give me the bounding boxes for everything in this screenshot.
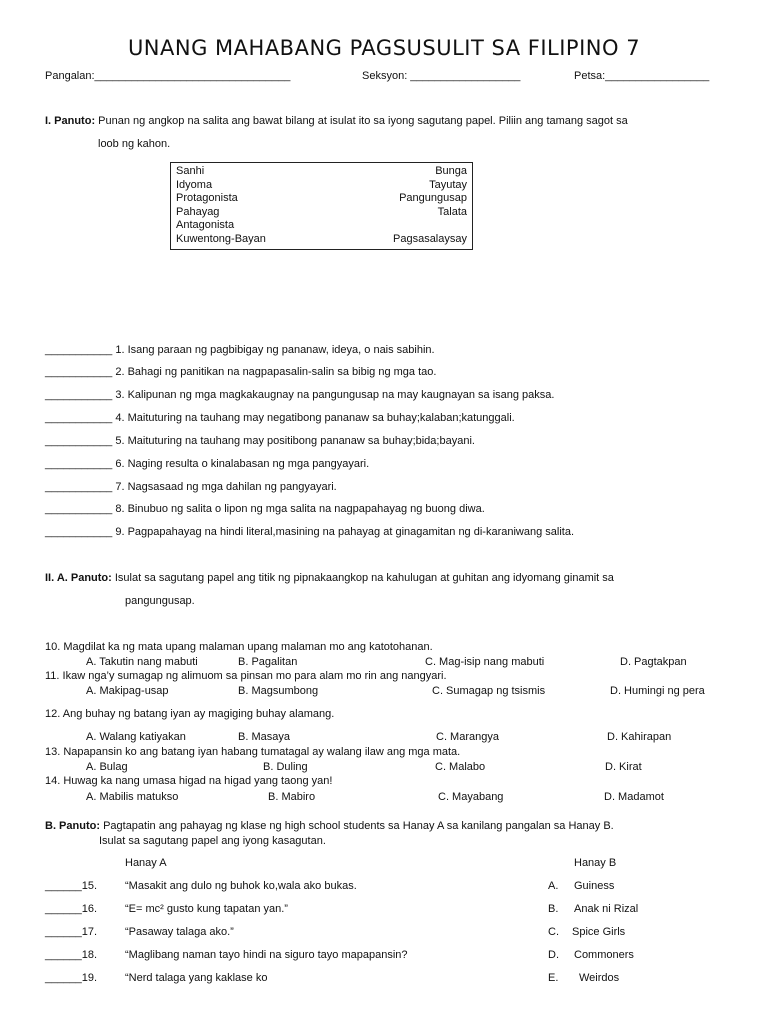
partb-instruction-cont: Isulat sa sagutang papel ang iyong kasagutan. <box>99 835 326 847</box>
answer-blank: ___________ <box>45 435 113 447</box>
word-bank-item: Idyoma <box>176 178 213 191</box>
question-12: 12. Ang buhay ng batang iyan ay magiging buhay alamang. <box>45 708 335 720</box>
word-bank-item: Pahayag <box>176 205 220 218</box>
part1-item <box>45 526 574 538</box>
matching-answer: Weirdos <box>579 972 620 984</box>
matching-item-number: ______18. <box>45 949 97 961</box>
exam-title: UNANG MAHABANG PAGSUSULIT SA FILIPINO 7 <box>127 36 641 60</box>
choice-14-a: A. Mabilis matukso <box>86 791 179 803</box>
part1-item <box>45 458 369 470</box>
matching-letter: D. <box>548 949 559 961</box>
matching-item-text: “Pasaway talaga ako.” <box>125 926 234 938</box>
part1-item <box>45 389 554 401</box>
part1-label: I. Panuto: <box>45 115 96 127</box>
part1-instruction-cont: loob ng kahon. <box>98 138 171 150</box>
petsa-field: Petsa:_________________ <box>574 70 710 82</box>
word-bank-item <box>393 219 467 233</box>
matching-item-text: “Nerd talaga yang kaklase ko <box>125 972 268 984</box>
part2a-instruction-text: Isulat sa sagutang papel ang titik ng pipnakaangkop na kahulugan at guhitan ang idyomang ginamit sa <box>114 572 614 584</box>
choice-10-c: C. Mag-isip nang mabuti <box>425 656 545 668</box>
item-text: 2. Bahagi ng panitikan na nagpapasalin-salin sa bibig ng mga tao. <box>115 366 437 378</box>
answer-blank: ___________ <box>45 481 113 493</box>
matching-item-text: “E= mc² gusto kung tapatan yan.” <box>125 903 288 915</box>
matching-item-number: ______19. <box>45 972 97 984</box>
choice-11-a: A. Makipag-usap <box>86 685 169 697</box>
choice-11-d: D. Humingi ng pera <box>610 685 705 697</box>
part1-instruction-text: Punan ng angkop na salita ang bawat bilang at isulat ito sa iyong sagutang papel. Piliin ang tamang sagot sa <box>98 115 628 127</box>
choice-11-c: C. Sumagap ng tsismis <box>432 685 546 697</box>
item-text: 3. Kalipunan ng mga magkakaugnay na pangungusap na may kaugnayan sa isang paksa. <box>115 389 555 401</box>
answer-blank: ___________ <box>45 458 113 470</box>
choice-10-b: B. Pagalitan <box>238 656 298 668</box>
word-bank-item: Tayutay <box>429 178 467 191</box>
choice-11-b: B. Magsumbong <box>238 685 319 697</box>
choice-13-a: A. Bulag <box>86 761 128 773</box>
word-bank-item: Sanhi <box>176 165 205 177</box>
part1-item <box>45 344 435 356</box>
item-text: 1. Isang paraan ng pagbibigay ng pananaw, ideya, o nais sabihin. <box>115 344 435 356</box>
question-13: 13. Napapansin ko ang batang iyan habang tumatagal ay walang ilaw ang mga mata. <box>45 746 461 758</box>
matching-letter: A. <box>548 880 559 892</box>
part2a-label: II. A. Panuto: <box>45 572 112 584</box>
word-bank-item: Pangungusap <box>399 192 467 205</box>
matching-answer: Commoners <box>574 949 634 961</box>
choice-10-d: D. Pagtakpan <box>620 656 687 668</box>
answer-blank: ___________ <box>45 389 113 401</box>
partb-label: B. Panuto: <box>45 820 100 832</box>
part1-item <box>45 481 337 493</box>
part1-item <box>45 503 485 515</box>
answer-blank: ___________ <box>45 526 113 538</box>
choice-13-b: B. Duling <box>263 761 308 773</box>
matching-item-number: ______16. <box>45 903 97 915</box>
word-bank-box <box>170 162 473 250</box>
matching-answer: Guiness <box>574 880 615 892</box>
part1-instruction <box>45 115 628 127</box>
choice-13-d: D. Kirat <box>605 761 642 773</box>
part1-item <box>45 435 475 447</box>
choice-13-c: C. Malabo <box>435 761 486 773</box>
partb-instruction <box>45 820 614 832</box>
part1-item <box>45 412 515 424</box>
answer-blank: ___________ <box>45 344 113 356</box>
word-bank-left <box>176 165 266 247</box>
question-14: 14. Huwag ka nang umasa higad na higad yang taong yan! <box>45 775 333 787</box>
matching-item-number: ______17. <box>45 926 97 938</box>
question-10: 10. Magdilat ka ng mata upang malaman upang malaman mo ang katotohanan. <box>45 641 433 653</box>
word-bank-right <box>393 165 467 247</box>
part2a-instruction-cont: pangungusap. <box>125 595 195 607</box>
matching-answer: Anak ni Rizal <box>574 903 639 915</box>
matching-letter: E. <box>548 972 559 984</box>
choice-10-a: A. Takutin nang mabuti <box>86 656 198 668</box>
hanay-b-heading: Hanay B <box>574 857 617 869</box>
answer-blank: ___________ <box>45 366 113 378</box>
choice-14-d: D. Madamot <box>604 791 664 803</box>
word-bank-item: Protagonista <box>176 192 238 205</box>
choice-14-c: C. Mayabang <box>438 791 504 803</box>
word-bank-item: Antagonista <box>176 219 235 232</box>
pangalan-field: Pangalan:________________________________ <box>45 70 291 82</box>
word-bank-item: Bunga <box>435 165 467 177</box>
answer-blank: ___________ <box>45 503 113 515</box>
matching-answer: Spice Girls <box>572 926 626 938</box>
answer-blank: ___________ <box>45 412 113 424</box>
matching-item-number: ______15. <box>45 880 97 892</box>
matching-letter: B. <box>548 903 559 915</box>
matching-item-text: “Maglibang naman tayo hindi na siguro tayo mapapansin? <box>125 949 408 961</box>
part2a-instruction <box>45 572 614 584</box>
word-bank-item: Kuwentong-Bayan <box>176 232 266 245</box>
item-text: 4. Maituturing na tauhang may negatibong pananaw sa buhay;kalaban;katunggali. <box>115 412 515 424</box>
question-11: 11. Ikaw nga’y sumagap ng alimuom sa pinsan mo para alam mo rin ang nangyari. <box>45 670 447 682</box>
seksyon-field: Seksyon: __________________ <box>362 70 521 82</box>
partb-instruction-text: Pagtapatin ang pahayag ng klase ng high school students sa Hanay A sa kanilang pangalan sa Hanay B. <box>103 820 614 832</box>
choice-12-d: D. Kahirapan <box>607 731 672 743</box>
item-text: 7. Nagsasaad ng mga dahilan ng pangyayari. <box>115 481 337 493</box>
matching-item-text: “Masakit ang dulo ng buhok ko,wala ako bukas. <box>125 880 357 892</box>
choice-12-c: C. Marangya <box>436 731 499 743</box>
part1-item <box>45 366 436 378</box>
hanay-a-heading: Hanay A <box>125 857 167 869</box>
item-text: 6. Naging resulta o kinalabasan ng mga pangyayari. <box>115 458 370 470</box>
item-text: 8. Binubuo ng salita o lipon ng mga salita na nagpapahayag ng buong diwa. <box>115 503 485 515</box>
word-bank-item: Pagsasalaysay <box>393 232 467 245</box>
choice-14-b: B. Mabiro <box>268 791 316 803</box>
matching-letter: C. <box>548 926 559 938</box>
item-text: 9. Pagpapahayag na hindi literal,masining na pahayag at ginagamitan ng di-karaniwang salita. <box>115 526 575 538</box>
choice-12-b: B. Masaya <box>238 731 290 743</box>
word-bank-item: Talata <box>437 205 467 218</box>
choice-12-a: A. Walang katiyakan <box>86 731 186 743</box>
item-text: 5. Maituturing na tauhang may positibong pananaw sa buhay;bida;bayani. <box>115 435 475 447</box>
